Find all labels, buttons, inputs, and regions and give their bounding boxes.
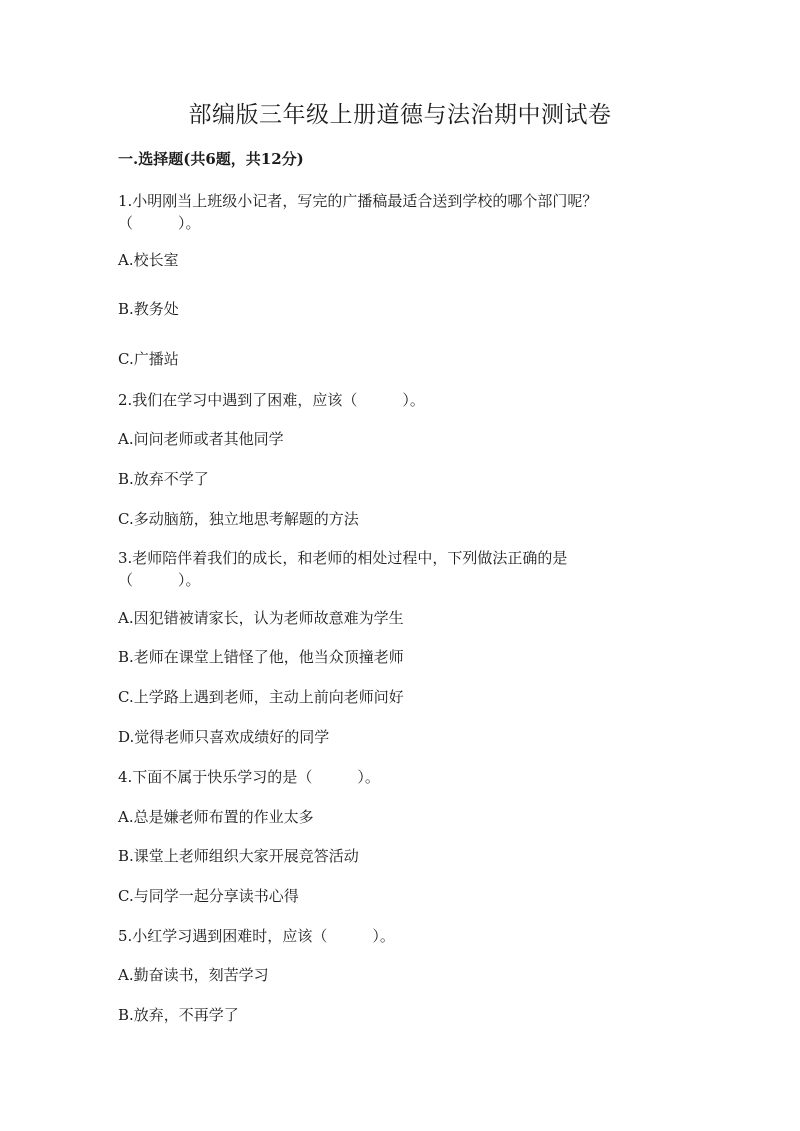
question-3-option-b: B.老师在课堂上错怪了他，他当众顶撞老师 — [118, 648, 404, 666]
question-2-option-b: B.放弃不学了 — [118, 470, 209, 488]
question-5-option-b: B.放弃，不再学了 — [118, 1006, 239, 1024]
question-3-option-c: C.上学路上遇到老师，主动上前向老师问好 — [118, 688, 404, 706]
question-4-option-c: C.与同学一起分享读书心得 — [118, 887, 299, 905]
question-4-option-b: B.课堂上老师组织大家开展竞答活动 — [118, 847, 359, 865]
question-1-option-c: C.广播站 — [118, 350, 179, 368]
question-1-option-b: B.教务处 — [118, 300, 179, 318]
question-3-stem: 3.老师陪伴着我们的成长，和老师的相处过程中，下列做法正确的是 — [118, 549, 568, 567]
question-2-option-a: A.问问老师或者其他同学 — [118, 430, 284, 448]
question-2-stem: 2.我们在学习中遇到了困难，应该（ ）。 — [118, 391, 425, 409]
question-5-option-a: A.勤奋读书，刻苦学习 — [118, 966, 269, 984]
section-heading: 一.选择题(共6题，共12分) — [118, 150, 304, 168]
question-4-stem: 4.下面不属于快乐学习的是（ ）。 — [118, 768, 380, 786]
question-4-option-a: A.总是嫌老师布置的作业太多 — [118, 808, 314, 826]
question-2-option-c: C.多动脑筋，独立地思考解题的方法 — [118, 510, 359, 528]
question-1-option-a: A.校长室 — [118, 251, 179, 269]
question-3-stem-continued: （ ）。 — [118, 571, 201, 589]
question-1-stem-continued: （ ）。 — [118, 214, 201, 232]
question-3-option-a: A.因犯错被请家长，认为老师故意难为学生 — [118, 609, 404, 627]
question-3-option-d: D.觉得老师只喜欢成绩好的同学 — [118, 728, 330, 746]
question-1-stem: 1.小明刚当上班级小记者，写完的广播稿最适合送到学校的哪个部门呢？ — [118, 192, 598, 210]
page-title: 部编版三年级上册道德与法治期中测试卷 — [188, 102, 612, 128]
question-5-stem: 5.小红学习遇到困难时，应该（ ）。 — [118, 927, 395, 945]
